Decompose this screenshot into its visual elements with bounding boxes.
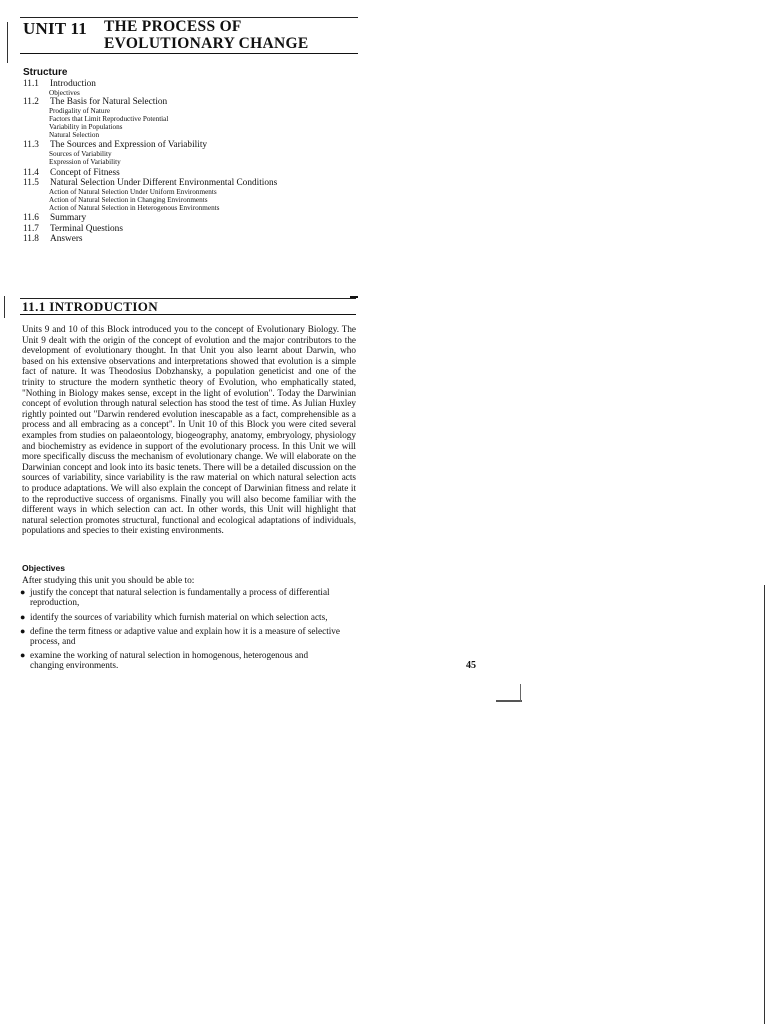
objective-text: justify the concept that natural selection is fundamentally a process of differential reproduction,: [30, 587, 330, 607]
toc-item-number: 11.1: [23, 79, 39, 89]
objective-text: define the term fitness or adaptive value and explain how it is a measure of selective process, and: [30, 626, 340, 646]
toc-subitem: Action of Natural Selection Under Uniform Environments: [49, 188, 217, 196]
toc-item-number: 11.5: [23, 178, 39, 188]
toc-item-number: 11.4: [23, 168, 39, 178]
objectives-intro: After studying this unit you should be able to:: [22, 576, 195, 586]
toc-item-number: 11.6: [23, 213, 39, 223]
bullet-icon: ●: [20, 626, 26, 636]
margin-mark: [7, 22, 8, 63]
structure-heading: Structure: [23, 67, 68, 78]
toc-subitem: Action of Natural Selection in Changing Environments: [49, 196, 208, 204]
unit-title-line-1: THE PROCESS OF: [104, 18, 242, 35]
toc-subitem: Prodigality of Nature: [49, 107, 111, 115]
toc-item-label: Answers: [50, 234, 83, 244]
corner-mark: [496, 700, 522, 702]
unit-title-line-2: EVOLUTIONARY CHANGE: [104, 34, 309, 52]
corner-mark: [520, 684, 521, 702]
toc-item-label: The Sources and Expression of Variability: [50, 140, 208, 150]
toc-item-label: Introduction: [50, 79, 96, 89]
margin-mark: [4, 296, 5, 318]
section-bottom-rule: [20, 314, 356, 315]
introduction-text: [22, 324, 356, 536]
section-heading: 11.1 INTRODUCTION: [22, 299, 159, 314]
toc-item-label: Natural Selection Under Different Environmental Conditions: [50, 178, 278, 188]
introduction-paragraph: Units 9 and 10 of this Block introduced you to the concept of Evolutionary Biology. The Unit 9 dealt with the origin of the concept of evolution and the major contributors to the development of evolutionary thought. In that Unit you also learnt about Darwin, who based on his extensive observations and interpretations showed that evolution is a simple fact of nature. It was Theodosius Dobzhansky, a population geneticist and one of the trinity to structure the modern synthetic theory of Evolution, who emphatically stated, "Nothing in Biology makes sense, except in the light of evolution". Today the Darwinian concept of evolution through natural selection has stood the test of time. As Julian Huxley rightly pointed out "Darwin rendered evolution inescapable as a fact, comprehensible as a process and all embracing as a concept". In Unit 10 of this Block you were cited several examples from studies on palaeontology, biogeography, anatomy, embryology, physiology and biochemistry as evidence in support of the evolutionary process. In this Unit we will more specifically discuss the mechanism of evolutionary change. We will elaborate on the Darwinian concept and look into its basic tenets. There will be a detailed discussion on the sources of variability, since variability is the raw material on which natural selection acts to produce adaptations. We will also explain the concept of Darwinian fitness and relate it to the reproductive success of organisms. Finally you will also become familiar with the different ways in which selection can act. In other words, this Unit will highlight that natural selection promotes structural, functional and ecological adaptations of individuals, populations and species to their existing environments.: [22, 324, 356, 536]
objectives-heading: Objectives: [22, 563, 65, 573]
toc-item-number: 11.3: [23, 140, 39, 150]
page-number: 45: [466, 660, 476, 671]
toc-subitem: Expression of Variability: [49, 158, 121, 166]
toc-subitem: Natural Selection: [49, 131, 100, 139]
header-bottom-rule: [20, 53, 358, 54]
toc-subitem: Sources of Variability: [49, 150, 112, 158]
bullet-icon: ●: [20, 650, 26, 660]
bullet-icon: ●: [20, 587, 26, 597]
toc-item-number: 11.7: [23, 224, 39, 234]
unit-label: UNIT 11: [23, 19, 87, 38]
toc-item-number: 11.2: [23, 97, 39, 107]
toc-subitem: Factors that Limit Reproductive Potential: [49, 115, 169, 123]
toc-item-label: Terminal Questions: [50, 224, 123, 234]
toc-item-label: Summary: [50, 213, 87, 223]
objective-text: identify the sources of variability which furnish material on which selection acts,: [30, 612, 328, 622]
toc-item-label: The Basis for Natural Selection: [50, 97, 168, 107]
unit-title: [104, 19, 309, 52]
objective-text: examine the working of natural selection in homogenous, heterogenous and changing environments.: [30, 650, 309, 670]
toc-subitem: Action of Natural Selection in Heterogenous Environments: [49, 204, 220, 212]
page-edge-line: [764, 585, 765, 1024]
bullet-icon: ●: [20, 612, 26, 622]
toc-item-number: 11.8: [23, 234, 39, 244]
toc-subitem: Objectives: [49, 89, 80, 97]
toc-subitem: Variability in Populations: [49, 123, 123, 131]
section-dash-mark: [350, 296, 358, 298]
toc-item-label: Concept of Fitness: [50, 168, 120, 178]
